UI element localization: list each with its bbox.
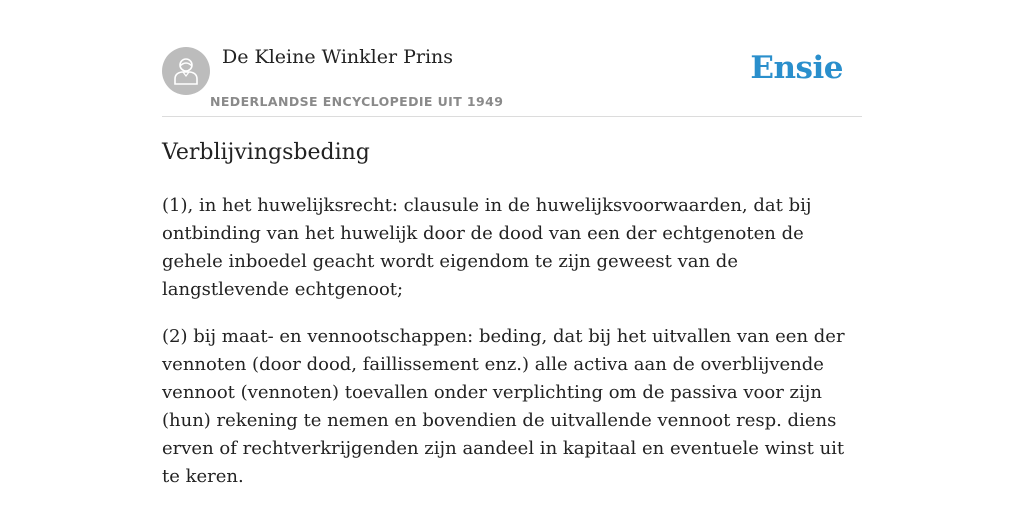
article-paragraph: (1), in het huwelijksrecht: clausule in de huwelijksvoorwaarden, dat bij ontbinding van het huwelijk door de dood van een der echtgenoten de gehele inboedel geacht wordt eigendom te zijn geweest van de langstlevende echtgenoot; (162, 195, 812, 300)
source-header (162, 46, 862, 117)
source-subtitle: NEDERLANDSE ENCYCLOPEDIE UIT 1949 (210, 94, 504, 109)
user-icon (173, 57, 199, 85)
author-link[interactable]: De Kleine Winkler Prins (222, 46, 454, 68)
brand-logo[interactable]: Ensie (750, 50, 843, 86)
avatar[interactable] (162, 47, 210, 95)
article-title: Verblijvingsbeding (162, 140, 370, 165)
article-paragraph: (2) bij maat- en vennootschappen: beding, dat bij het uitvallen van een der vennoten (door dood, faillissement enz.) alle activa aan de overblijvende vennoot (vennoten) toevallen onder verplichting om de passiva voor zijn (hun) rekening te nemen en bovendien de uitvallende vennoot resp. diens erven of rechtverkrijgenden zijn aandeel in kapitaal en eventuele winst uit te keren. (162, 326, 845, 487)
